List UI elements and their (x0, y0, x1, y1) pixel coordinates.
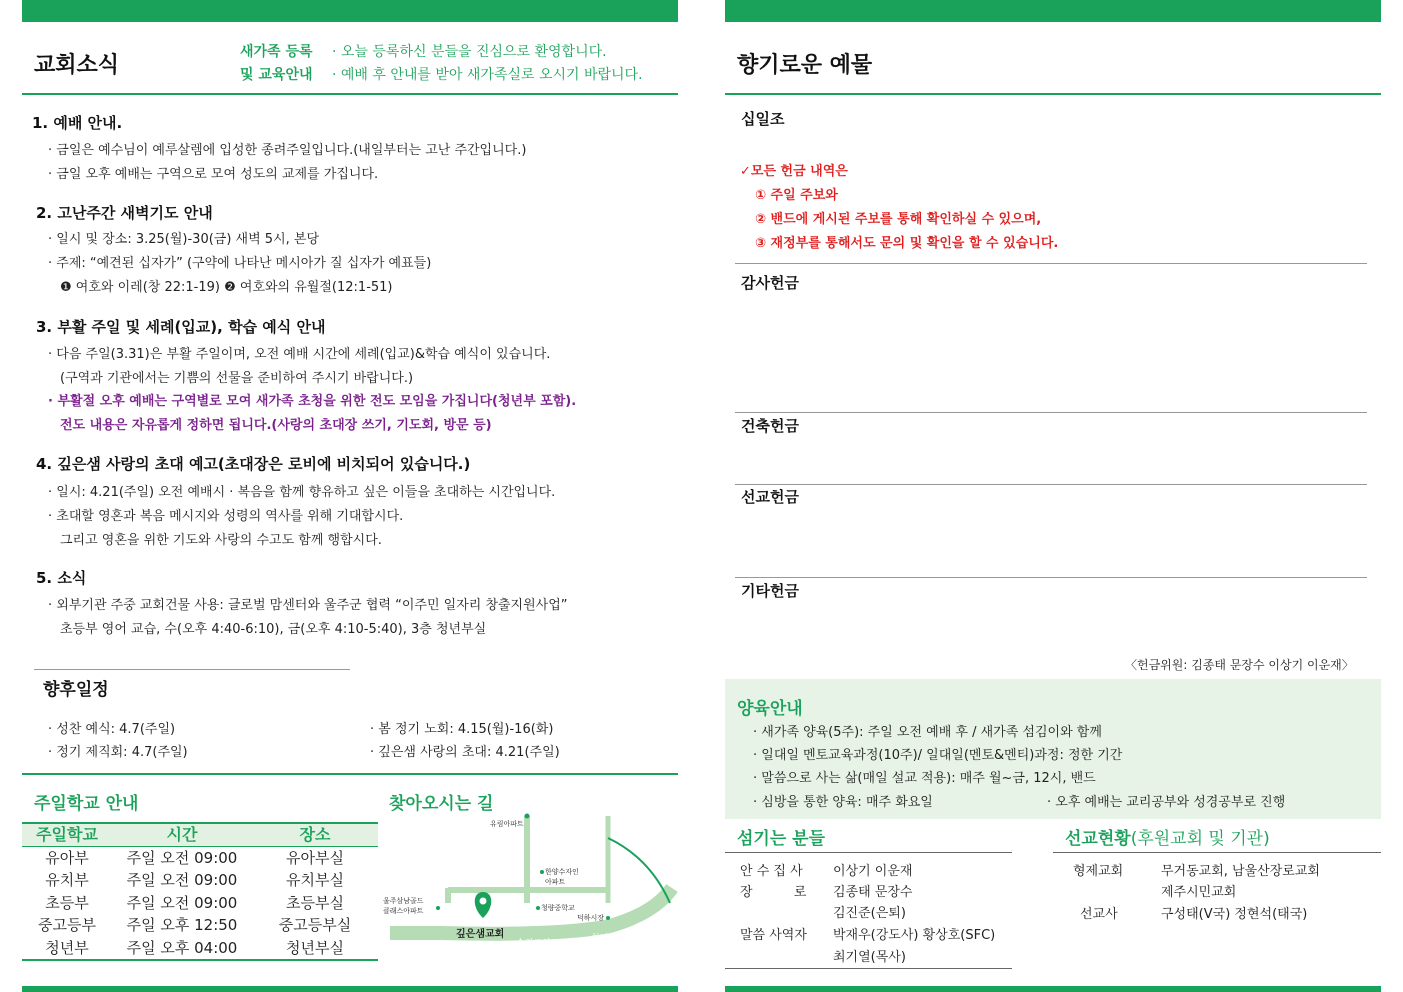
table-cell: 유치부 (45, 871, 89, 890)
offering-committee: 〈헌금위원: 김종태 문장수 이상기 이운재〉 (1125, 658, 1354, 672)
news-line: · 주제: “예견된 십자가” (구약에 나타난 메시아가 질 십자가 예표들) (48, 256, 432, 271)
mission-names: 제주시민교회 (1161, 885, 1237, 900)
offering-notice: ② 밴드에 게시된 주보를 통해 확인하실 수 있으며, (755, 212, 1042, 227)
mission-role: 형제교회 (1073, 864, 1124, 879)
server-names: 최기열(목사) (833, 950, 906, 965)
map-label: 아파트 (545, 878, 566, 886)
server-names: 박재우(강도사) 황상호(SFC) (833, 928, 996, 943)
upcoming-title: 향후일정 (43, 680, 109, 700)
news-line: · 일시 및 장소: 3.25(월)-30(금) 새벽 5시, 본당 (48, 232, 320, 247)
news-line: · 초대할 영혼과 복음 메시지와 성령의 역사를 위해 기대합시다. (48, 509, 404, 524)
offering-notice: ✓모든 헌금 내역은 (740, 164, 848, 179)
news-line: 초등부 영어 교습, 수(오후 4:40-6:10), 금(오후 4:10-5:40), 3층 청년부실 (60, 622, 487, 637)
top-bar-right (725, 0, 1381, 22)
map-label: 덕하시장 (577, 914, 605, 922)
news-line: (구역과 기관에서는 기쁨의 선물을 준비하여 주시기 바랍니다.) (60, 371, 414, 386)
news-line: · 금일은 예수님이 예루살렘에 입성한 종려주일입니다.(내일부터는 고난 주간입니다.) (48, 143, 527, 158)
server-names: 김진준(은퇴) (833, 906, 906, 921)
news-heading: 2. 고난주간 새벽기도 안내 (36, 204, 213, 222)
nurture-line: · 심방을 통한 양육: 매주 화요일 (753, 795, 933, 810)
news-heading: 3. 부활 주일 및 세례(입교), 학습 예식 안내 (36, 318, 326, 336)
sunday-school-title: 주일학교 안내 (34, 794, 139, 814)
upcoming-item: · 봄 정기 노회: 4.15(월)-16(화) (370, 722, 554, 737)
servers-divider (725, 852, 1012, 853)
news-line: 그리고 영혼을 위한 기도와 사랑의 수고도 함께 행합시다. (60, 533, 382, 548)
table-row (22, 914, 378, 936)
offering-tithe: 십일조 (741, 110, 785, 128)
page-title: 교회소식 (34, 53, 120, 78)
upcoming-bottom-divider (22, 773, 678, 775)
table-cell: 주일 오전 09:00 (126, 849, 238, 867)
mission-status-subtitle: (후원교회 및 기관) (1130, 829, 1270, 849)
map-label: 클래스아파트 (383, 907, 424, 915)
news-line: · 금일 오후 예배는 구역으로 모여 성도의 교제를 가집니다. (48, 167, 379, 182)
church-label: 깊은샘교회 (456, 929, 505, 940)
map-label: 한양수자인 (545, 868, 579, 876)
table-cell: 초등부 (45, 893, 89, 912)
offering-mission: 선교헌금 (741, 488, 799, 506)
offering-title: 향기로운 예물 (737, 53, 873, 78)
server-names: 이상기 이운재 (833, 864, 913, 879)
table-cell: 유치부실 (286, 871, 344, 890)
sunday-school-table (22, 822, 378, 961)
table-header-row (22, 822, 378, 847)
table-row (22, 847, 378, 869)
server-role: 안 수 집 사 (740, 864, 803, 879)
nurture-line: · 새가족 양육(5주): 주일 오전 예배 후 / 새가족 섬김이와 함께 (753, 725, 1102, 740)
mission-names: 무거동교회, 남울산장로교회 (1161, 864, 1320, 879)
column-header: 주일학교 (36, 825, 98, 844)
table-row (22, 892, 378, 914)
mission-divider (1053, 852, 1381, 853)
offering-notice: ① 주일 주보와 (755, 188, 838, 203)
newcomer-label-1: 새가족 등록 (240, 44, 313, 60)
nurture-extra: · 오후 예배는 교리공부와 성경공부로 진행 (1047, 795, 1286, 810)
map-label: 청량중학교 (541, 904, 575, 912)
news-highlight: 전도 내용은 자유롭게 정하면 됩니다.(사랑의 초대장 쓰기, 기도회, 방문 등) (60, 418, 492, 433)
nurture-title: 양육안내 (737, 699, 803, 719)
offering-other: 기타헌금 (741, 582, 799, 600)
table-cell: 청년부 (45, 938, 89, 957)
news-line: · 다음 주일(3.31)은 부활 주일이며, 오전 예배 시간에 세례(입교)&학습 예식이 있습니다. (48, 347, 551, 362)
newcomer-line-2: · 예배 후 안내를 받아 새가족실로 오시기 바랍니다. (332, 67, 643, 83)
bottom-bar-left (22, 986, 678, 992)
table-cell: 주일 오전 09:00 (126, 893, 238, 912)
top-bar-left (22, 0, 678, 22)
upcoming-item: · 성찬 예식: 4.7(주일) (48, 722, 176, 737)
newcomer-line-1: · 오늘 등록하신 분들을 진심으로 환영합니다. (332, 44, 607, 60)
mission-status-label: 선교현황 (1065, 829, 1131, 849)
server-role: 말씀 사역자 (740, 928, 807, 943)
news-line: ❶ 여호와 이레(창 22:1-19) ❷ 여호와의 유월절(12:1-51) (60, 280, 393, 295)
table-cell: 주일 오전 09:00 (126, 871, 238, 890)
mission-role: 선교사 (1080, 907, 1118, 922)
table-cell: 청년부실 (286, 938, 344, 957)
table-cell: 주일 오후 12:50 (126, 916, 238, 935)
news-line: · 외부기관 주중 교회건물 사용: 글로벌 맘센터와 울주군 협력 “이주민 일자리 창출지원사업” (48, 598, 568, 613)
news-heading: 4. 깊은샘 사랑의 초대 예고(초대장은 로비에 비치되어 있습니다.) (36, 455, 471, 473)
servers-title: 섬기는 분들 (737, 829, 826, 849)
table-row (22, 869, 378, 891)
bottom-bar-right (725, 986, 1381, 992)
server-role: 장 로 (740, 885, 807, 900)
nurture-line: · 말씀으로 사는 삶(매일 설교 적용): 매주 월~금, 12시, 밴드 (753, 771, 1096, 786)
upcoming-item: · 정기 제직회: 4.7(주일) (48, 745, 188, 760)
offering-divider (725, 93, 1381, 95)
upcoming-divider (34, 669, 350, 670)
road-label: 청년삼거리 (591, 934, 635, 944)
column-header: 장소 (299, 825, 331, 844)
nurture-line: · 일대일 멘토교육과정(10주)/ 일대일(멘토&멘티)과정: 정한 기간 (753, 748, 1123, 763)
mission-status-title (1065, 824, 1270, 849)
table-cell: 유아부실 (286, 849, 344, 867)
news-highlight: · 부활절 오후 예배는 구역별로 모여 새가족 초청을 위한 전도 모임을 가집니다(청년부 포함). (48, 394, 577, 409)
table-cell: 유아부 (45, 849, 89, 867)
mission-names: 구성태(V국) 정현석(태국) (1161, 907, 1308, 922)
table-cell: 주일 오후 04:00 (126, 938, 238, 957)
upcoming-item: · 깊은샘 사랑의 초대: 4.21(주일) (370, 745, 560, 760)
news-line: · 일시: 4.21(주일) 오전 예배시 · 복음을 함께 향유하고 싶은 이들을 초대하는 시간입니다. (48, 485, 556, 500)
offering-divider-building (735, 412, 1367, 413)
servers-bottom-divider (725, 968, 1012, 969)
table-cell: 초등부실 (286, 893, 344, 912)
offering-divider-other (735, 577, 1367, 578)
offering-divider-mission (735, 484, 1367, 485)
offering-building: 건축헌금 (741, 417, 799, 435)
column-header: 시간 (166, 825, 198, 844)
road-label: 송정교차로 (516, 939, 560, 949)
table-row (22, 937, 378, 961)
title-divider (22, 93, 678, 95)
map-label: 울주삼남골드 (383, 897, 424, 905)
newcomer-label-2: 및 교육안내 (240, 67, 313, 83)
news-heading: 5. 소식 (36, 569, 87, 587)
news-heading: 1. 예배 안내. (32, 114, 123, 132)
map-label: 유림아파트 (490, 820, 524, 828)
server-names: 김종태 문장수 (833, 885, 913, 900)
table-cell: 중고등부 (38, 916, 96, 935)
offering-divider-thanks (735, 263, 1367, 264)
table-cell: 중고등부실 (278, 916, 352, 935)
offering-notice: ③ 재정부를 통해서도 문의 및 확인을 할 수 있습니다. (755, 236, 1059, 251)
map-title: 찾아오시는 길 (389, 794, 494, 814)
offering-thanks: 감사헌금 (741, 274, 799, 292)
